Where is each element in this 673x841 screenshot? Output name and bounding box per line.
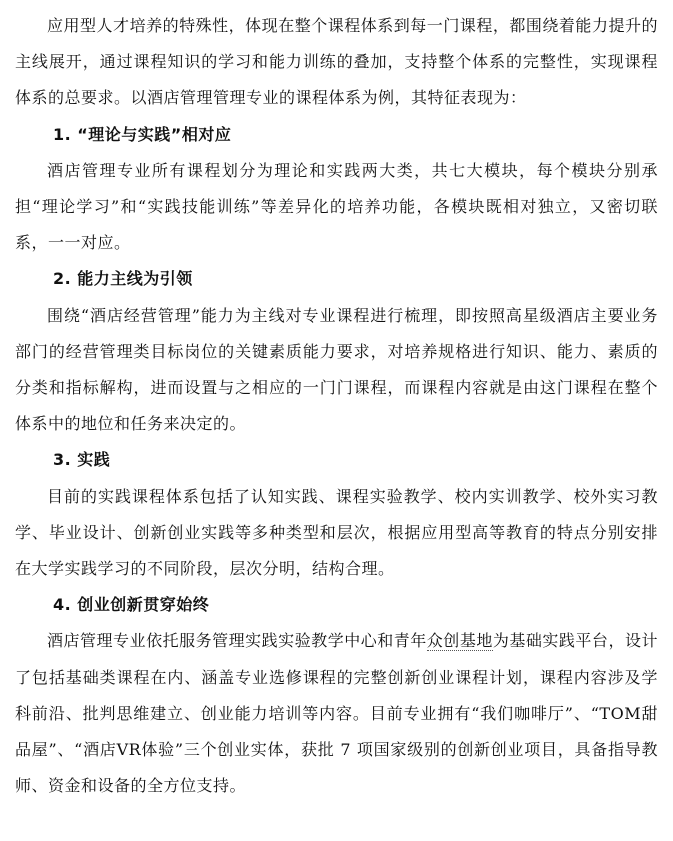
section-4-body-start: 酒店管理专业依托服务管理实践实验教学中心和青年 bbox=[47, 631, 427, 651]
section-1-body: 酒店管理专业所有课程划分为理论和实践两大类，共七大模块，每个模块分别承担“理论学习”和“实践技能训练”等差异化的培养功能，各模块既相对独立，又密切联系，一一对应。 bbox=[15, 160, 658, 253]
section-4-heading: 4. 创业创新贯穿始终 bbox=[53, 595, 210, 615]
section-2-heading: 2. 能力主线为引领 bbox=[53, 269, 193, 289]
section-4-body bbox=[15, 623, 658, 804]
section-4-body-end: 为基础实践平台，设计了包括基础类课程在内、涵盖专业选修课程的完整创新创业课程计划，课程内容涉及学科前沿、批判思维建立、创业能力培训等内容。目前专业拥有“我们咖啡厅”、“TOM甜品屋”、“酒店VR体验”三个创业实体，获批 7 项国家级别的创新创业项目，具备指导教师、资金和设备的全方位支持。 bbox=[15, 631, 658, 796]
section-3-heading: 3. 实践 bbox=[53, 450, 111, 470]
intro-paragraph: 应用型人才培养的特殊性，体现在整个课程体系到每一门课程，都围绕着能力提升的主线展开，通过课程知识的学习和能力训练的叠加，支持整个体系的完整性，实现课程体系的总要求。以酒店管理管理专业的课程体系为例，其特征表现为： bbox=[15, 16, 658, 108]
section-1-heading: 1. “理论与实践”相对应 bbox=[53, 124, 232, 144]
section-2-body: 围绕“酒店经营管理”能力为主线对专业课程进行梳理，即按照高星级酒店主要业务部门的经营管理类目标岗位的关键素质能力要求，对培养规格进行知识、能力、素质的分类和指标解构，进而设置与之相应的一门门课程，而课程内容就是由这门课程在整个体系中的地位和任务来决定的。 bbox=[15, 305, 658, 434]
section-3-body: 目前的实践课程体系包括了认知实践、课程实验教学、校内实训教学、校外实习教学、毕业设计、创新创业实践等多种类型和层次，根据应用型高等教育的特点分别安排在大学实践学习的不同阶段，层次分明，结构合理。 bbox=[15, 486, 658, 579]
underlined-term: 众创基地 bbox=[426, 631, 493, 651]
